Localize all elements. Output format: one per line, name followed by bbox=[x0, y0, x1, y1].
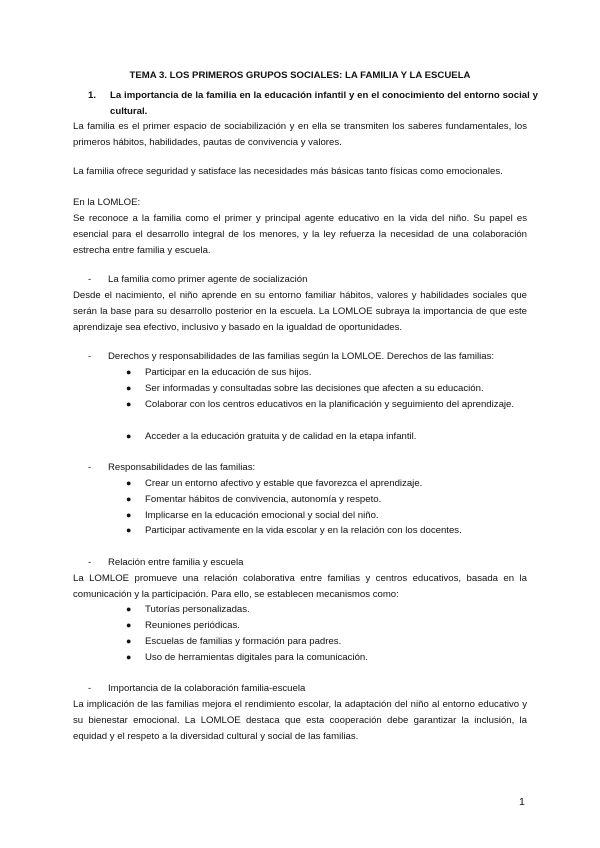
dash-item-label: Relación entre familia y escuela bbox=[108, 557, 244, 568]
bullet-marker: ● bbox=[126, 367, 132, 377]
list-item-text: Crear un entorno afectivo y estable que favorezca el aprendizaje. bbox=[145, 478, 423, 489]
paragraph-family-intro: La familia es el primer espacio de sociabilización y en ella se transmiten los saberes fundamentales, los primeros hábitos, habilidades, pautas de convivencia y valores. bbox=[73, 121, 527, 149]
bullet-marker: ● bbox=[126, 478, 132, 488]
list-item-text: Tutorías personalizadas. bbox=[145, 604, 250, 615]
dash-marker: - bbox=[88, 557, 92, 568]
list-item-mechanism bbox=[126, 634, 526, 650]
list-item-text: Implicarse en la educación emocional y social del niño. bbox=[145, 510, 379, 521]
paragraph-collaboration: La implicación de las familias mejora el rendimiento escolar, la adaptación del niño al entorno educativo y su bienestar emocional. La LOMLOE destaca que esta cooperación debe garantizar la inclusión, la equidad y el respeto a la diversidad cultural y social de las familias. bbox=[73, 699, 527, 743]
dash-item-label: Responsabilidades de las familias: bbox=[108, 462, 256, 473]
paragraph-lomloe-family: Se reconoce a la familia como el primer y principal agente educativo en la vida del niño. Su papel es esencial para el desarrollo integral de los menores, y la ley refuerza la necesidad de una colaboración estrecha entre familia y escuela. bbox=[73, 213, 527, 257]
dash-marker: - bbox=[88, 683, 92, 694]
list-item-right bbox=[126, 365, 526, 381]
dash-marker: - bbox=[88, 274, 92, 285]
list-item-mechanism bbox=[126, 618, 526, 634]
list-item-responsibility bbox=[126, 492, 526, 508]
list-item-text: Acceder a la educación gratuita y de calidad en la etapa infantil. bbox=[145, 431, 417, 442]
bullet-marker: ● bbox=[126, 636, 132, 646]
list-item-text: Escuelas de familias y formación para padres. bbox=[145, 636, 342, 647]
bullet-marker: ● bbox=[126, 510, 132, 520]
list-item-right bbox=[126, 429, 526, 445]
dash-item-collaboration bbox=[88, 681, 305, 697]
section-heading-1 bbox=[88, 88, 538, 120]
section-heading-text: La importancia de la familia en la educación infantil y en el conocimiento del entorno social y cultural. bbox=[110, 90, 538, 117]
bullet-marker: ● bbox=[126, 604, 132, 614]
dash-marker: - bbox=[88, 462, 92, 473]
page-number: 1 bbox=[519, 796, 525, 808]
list-item-right bbox=[126, 381, 526, 397]
paragraph-lomloe-label: En la LOMLOE: bbox=[73, 197, 141, 208]
bullet-marker: ● bbox=[126, 494, 132, 504]
section-number: 1. bbox=[88, 90, 97, 101]
list-item-text: Fomentar hábitos de convivencia, autonomía y respeto. bbox=[145, 494, 382, 505]
dash-item-label: Importancia de la colaboración familia-escuela bbox=[108, 683, 306, 694]
dash-item-first-agent bbox=[88, 272, 307, 288]
list-item-mechanism bbox=[126, 650, 526, 666]
list-item-text: Reuniones periódicas. bbox=[145, 620, 240, 631]
list-item-right bbox=[126, 397, 526, 413]
dash-marker: - bbox=[88, 351, 92, 362]
list-item-responsibility bbox=[126, 508, 526, 524]
list-item-responsibility bbox=[126, 523, 526, 539]
bullet-marker: ● bbox=[126, 383, 132, 393]
list-item-text: Participar en la educación de sus hijos. bbox=[145, 367, 312, 378]
paragraph-family-school: La LOMLOE promueve una relación colaborativa entre familias y centros educativos, basada en la comunicación y la participación. Para ello, se establecen mecanismos como: bbox=[73, 573, 527, 601]
list-item-text: Colaborar con los centros educativos en la planificación y seguimiento del aprendizaje. bbox=[145, 399, 515, 410]
paragraph-first-agent: Desde el nacimiento, el niño aprende en su entorno familiar hábitos, valores y habilidades sociales que serán la base para su desarrollo posterior en la escuela. La LOMLOE subraya la importancia de que este aprendizaje sea efectivo, inclusivo y basado en la igualdad de oportunidades. bbox=[73, 290, 527, 334]
bullet-marker: ● bbox=[126, 525, 132, 535]
bullet-marker: ● bbox=[126, 431, 132, 441]
list-item-text: Ser informadas y consultadas sobre las decisiones que afecten a su educación. bbox=[145, 383, 484, 394]
dash-item-label: La familia como primer agente de socialización bbox=[108, 274, 308, 285]
bullet-marker: ● bbox=[126, 652, 132, 662]
dash-item-family-school bbox=[88, 555, 243, 571]
paragraph-family-security: La familia ofrece seguridad y satisface las necesidades más básicas tanto físicas como emocionales. bbox=[73, 166, 503, 177]
dash-item-label: Derechos y responsabilidades de las familias según la LOMLOE. Derechos de las familias: bbox=[108, 351, 495, 362]
dash-item-responsibilities bbox=[88, 460, 255, 476]
list-item-mechanism bbox=[126, 602, 526, 618]
page-title: TEMA 3. LOS PRIMEROS GRUPOS SOCIALES: LA FAMILIA Y LA ESCUELA bbox=[129, 70, 471, 81]
bullet-marker: ● bbox=[126, 399, 132, 409]
dash-item-rights bbox=[88, 349, 494, 365]
list-item-text: Uso de herramientas digitales para la comunicación. bbox=[145, 652, 368, 663]
list-item-responsibility bbox=[126, 476, 526, 492]
list-item-text: Participar activamente en la vida escolar y en la relación con los docentes. bbox=[145, 525, 462, 536]
bullet-marker: ● bbox=[126, 620, 132, 630]
